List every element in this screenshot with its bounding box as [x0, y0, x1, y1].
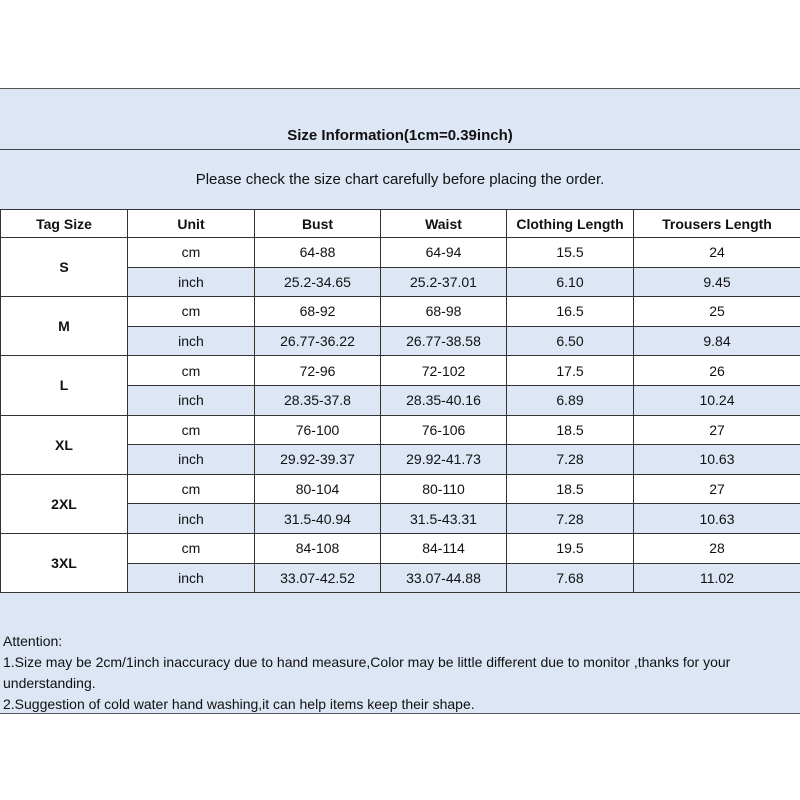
tag-size-cell: 3XL [1, 533, 128, 592]
header-clothing-length: Clothing Length [507, 210, 634, 238]
clothing-length-cell: 6.10 [507, 267, 634, 297]
trousers-length-cell: 9.45 [634, 267, 800, 297]
clothing-length-cell: 7.28 [507, 504, 634, 534]
waist-cell: 76-106 [381, 415, 507, 445]
clothing-length-cell: 15.5 [507, 238, 634, 268]
header-trousers-length: Trousers Length [634, 210, 800, 238]
unit-cell: cm [128, 415, 255, 445]
trousers-length-cell: 26 [634, 356, 800, 386]
unit-cell: inch [128, 504, 255, 534]
unit-cell: inch [128, 326, 255, 356]
trousers-length-cell: 10.63 [634, 445, 800, 475]
header-bust: Bust [255, 210, 381, 238]
waist-cell: 29.92-41.73 [381, 445, 507, 475]
trousers-length-cell: 25 [634, 297, 800, 327]
trousers-length-cell: 24 [634, 238, 800, 268]
clothing-length-cell: 6.50 [507, 326, 634, 356]
trousers-length-cell: 27 [634, 474, 800, 504]
tag-size-cell: S [1, 238, 128, 297]
unit-cell: inch [128, 445, 255, 475]
tag-size-cell: L [1, 356, 128, 415]
waist-cell: 33.07-44.88 [381, 563, 507, 593]
waist-cell: 28.35-40.16 [381, 385, 507, 415]
unit-cell: inch [128, 563, 255, 593]
bust-cell: 33.07-42.52 [255, 563, 381, 593]
unit-cell: inch [128, 385, 255, 415]
size-table [0, 209, 800, 593]
table-row [1, 297, 800, 327]
attention-notes [3, 631, 793, 715]
tag-size-cell: M [1, 297, 128, 356]
clothing-length-cell: 7.68 [507, 563, 634, 593]
clothing-length-cell: 6.89 [507, 385, 634, 415]
bust-cell: 76-100 [255, 415, 381, 445]
clothing-length-cell: 19.5 [507, 533, 634, 563]
trousers-length-cell: 9.84 [634, 326, 800, 356]
bust-cell: 29.92-39.37 [255, 445, 381, 475]
unit-cell: inch [128, 267, 255, 297]
trousers-length-cell: 11.02 [634, 563, 800, 593]
bust-cell: 25.2-34.65 [255, 267, 381, 297]
attention-note-2: 2.Suggestion of cold water hand washing,it can help items keep their shape. [3, 696, 475, 712]
unit-cell: cm [128, 297, 255, 327]
trousers-length-cell: 27 [634, 415, 800, 445]
unit-cell: cm [128, 238, 255, 268]
unit-cell: cm [128, 474, 255, 504]
tag-size-cell: 2XL [1, 474, 128, 533]
waist-cell: 31.5-43.31 [381, 504, 507, 534]
attention-note-1: 1.Size may be 2cm/1inch inaccuracy due to hand measure,Color may be little different due to monitor ,thanks for your understanding. [3, 654, 731, 691]
table-header-row [1, 210, 800, 238]
table-row [1, 474, 800, 504]
waist-cell: 80-110 [381, 474, 507, 504]
table-row [1, 356, 800, 386]
size-chart-panel [0, 88, 800, 714]
tag-size-cell: XL [1, 415, 128, 474]
bust-cell: 28.35-37.8 [255, 385, 381, 415]
clothing-length-cell: 16.5 [507, 297, 634, 327]
chart-title [0, 89, 800, 148]
header-waist: Waist [381, 210, 507, 238]
bust-cell: 84-108 [255, 533, 381, 563]
bust-cell: 80-104 [255, 474, 381, 504]
waist-cell: 72-102 [381, 356, 507, 386]
order-notice [0, 149, 800, 209]
waist-cell: 26.77-38.58 [381, 326, 507, 356]
clothing-length-cell: 18.5 [507, 474, 634, 504]
unit-cell: cm [128, 533, 255, 563]
table-row [1, 415, 800, 445]
waist-cell: 25.2-37.01 [381, 267, 507, 297]
bust-cell: 26.77-36.22 [255, 326, 381, 356]
table-row [1, 238, 800, 268]
waist-cell: 68-98 [381, 297, 507, 327]
chart-title-text: Size Information(1cm=0.39inch) [287, 127, 513, 144]
unit-cell: cm [128, 356, 255, 386]
trousers-length-cell: 10.24 [634, 385, 800, 415]
clothing-length-cell: 7.28 [507, 445, 634, 475]
bust-cell: 68-92 [255, 297, 381, 327]
trousers-length-cell: 28 [634, 533, 800, 563]
header-unit: Unit [128, 210, 255, 238]
waist-cell: 64-94 [381, 238, 507, 268]
clothing-length-cell: 18.5 [507, 415, 634, 445]
bust-cell: 72-96 [255, 356, 381, 386]
bust-cell: 31.5-40.94 [255, 504, 381, 534]
waist-cell: 84-114 [381, 533, 507, 563]
bust-cell: 64-88 [255, 238, 381, 268]
clothing-length-cell: 17.5 [507, 356, 634, 386]
table-row [1, 533, 800, 563]
order-notice-text: Please check the size chart carefully before placing the order. [195, 171, 605, 188]
trousers-length-cell: 10.63 [634, 504, 800, 534]
attention-heading: Attention: [3, 633, 63, 649]
header-tag-size: Tag Size [1, 210, 128, 238]
